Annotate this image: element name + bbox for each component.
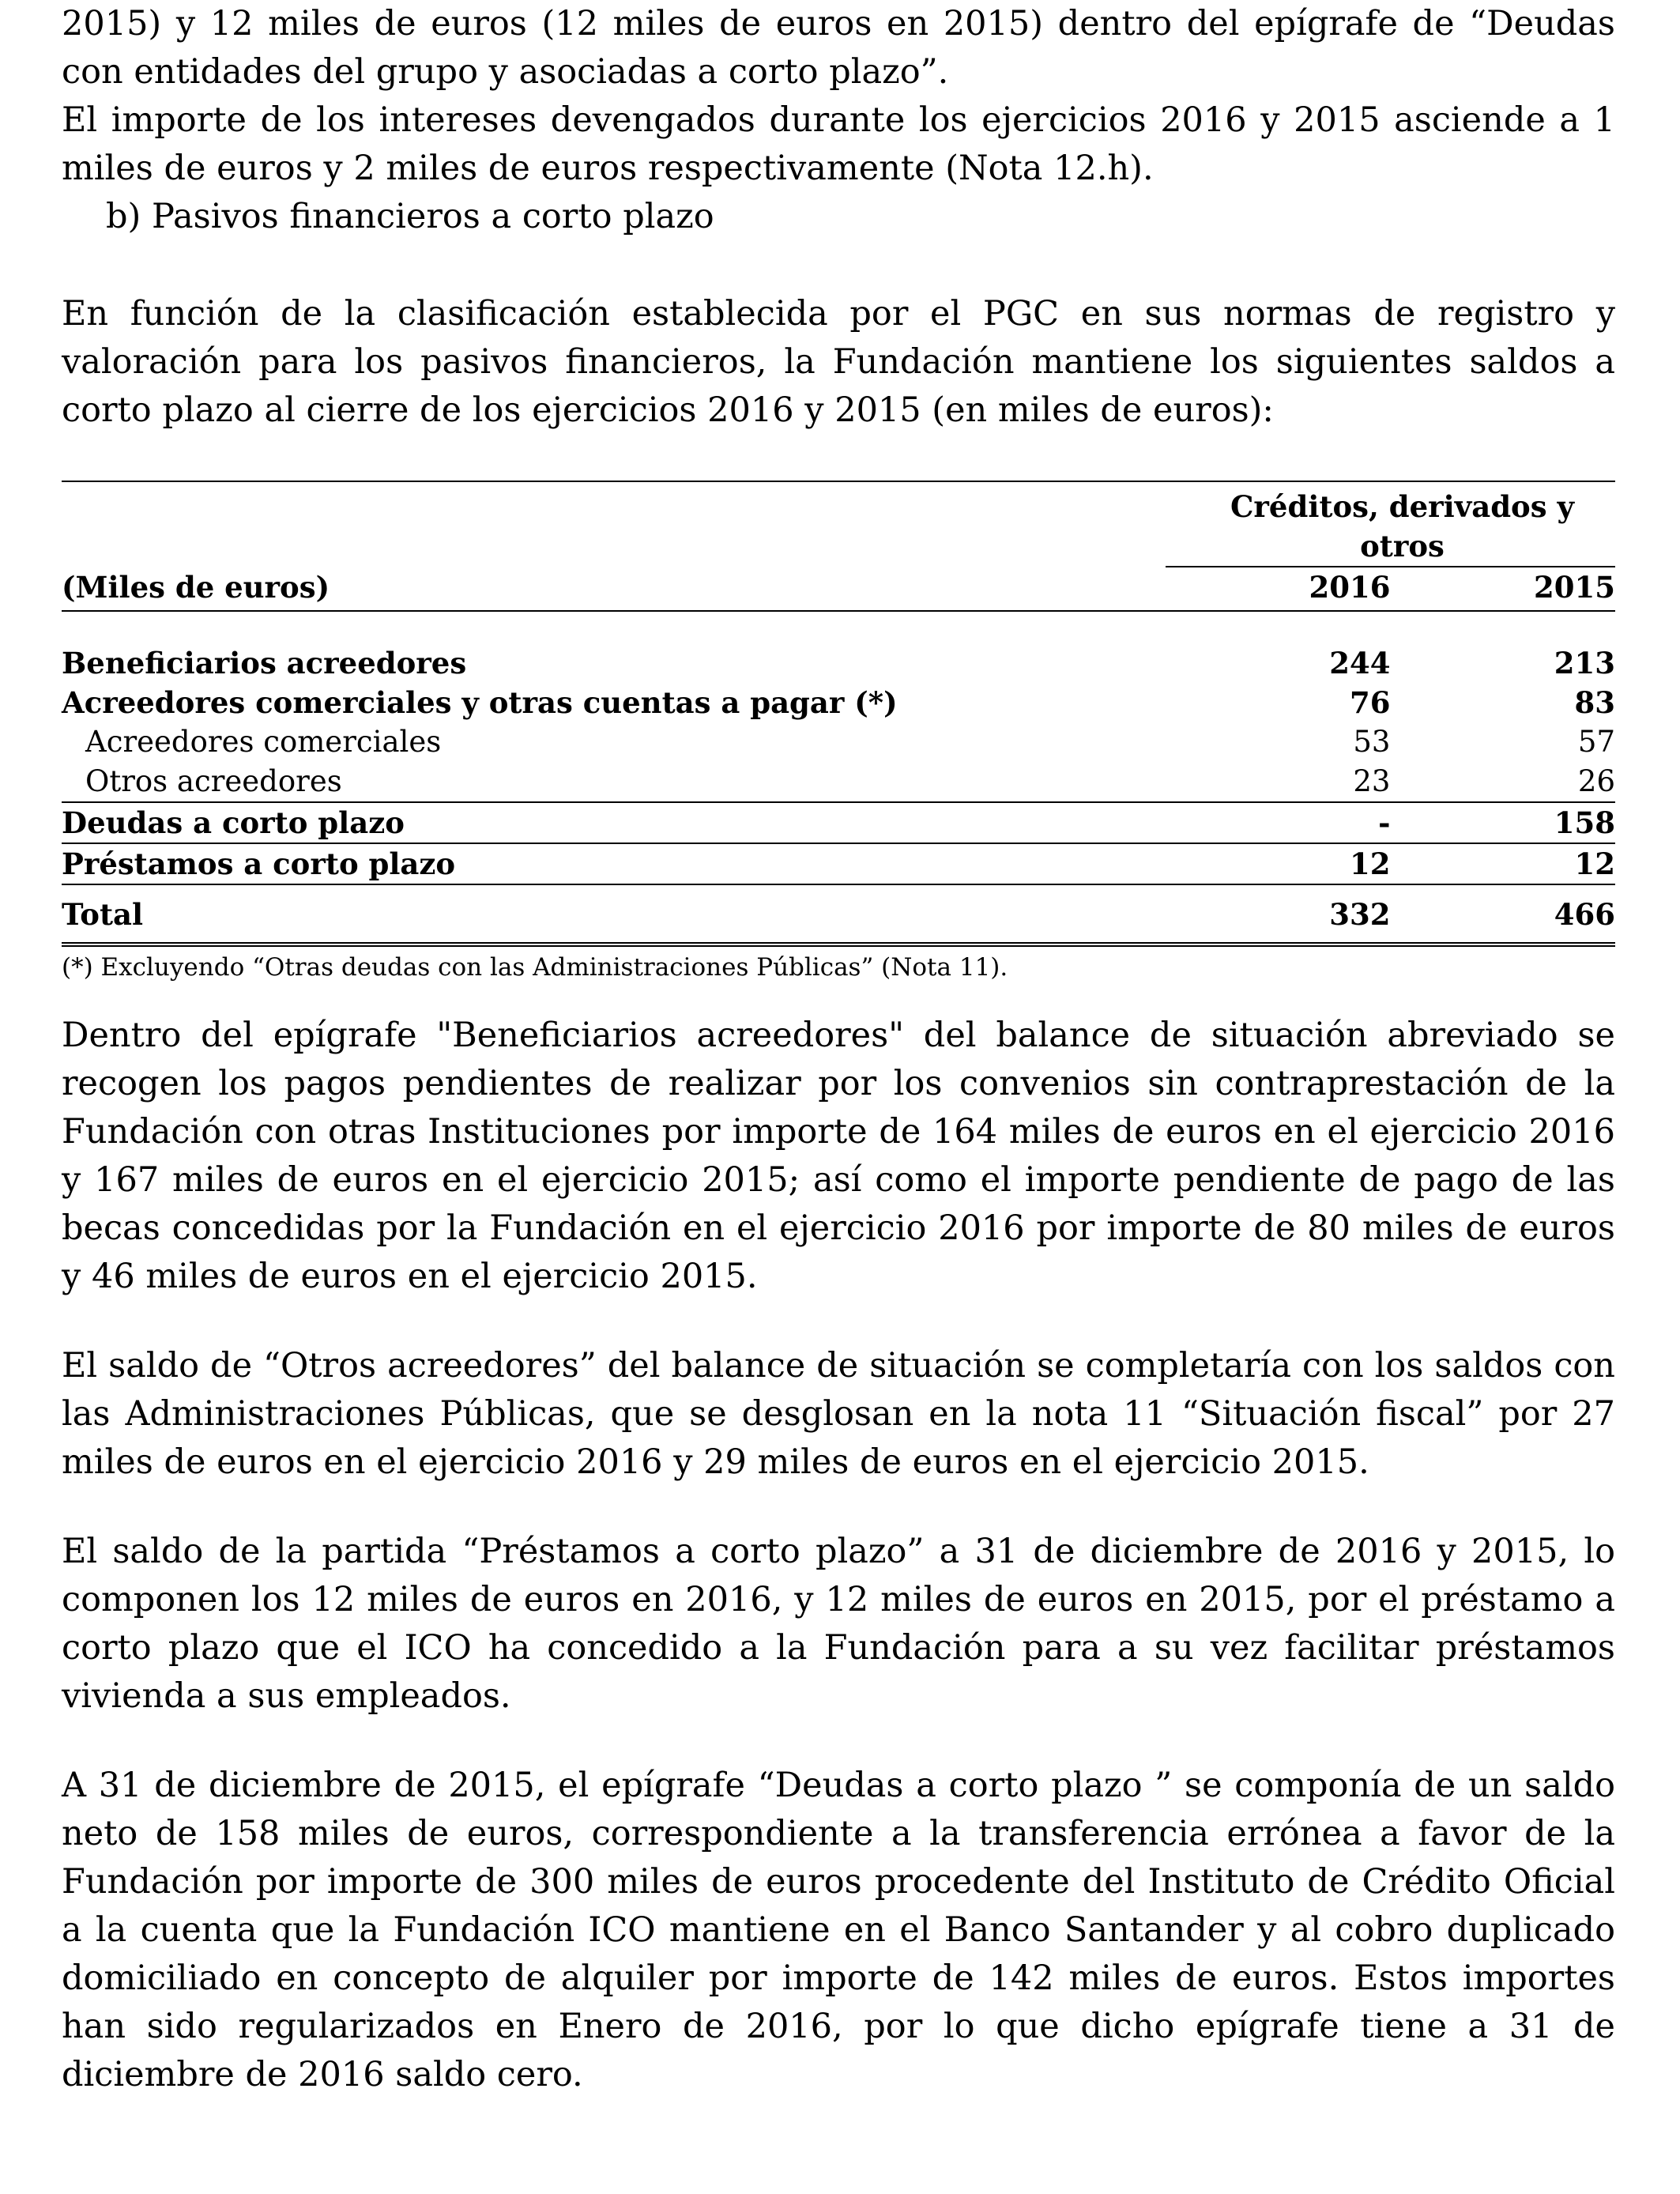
intro-paragraph-1: 2015) y 12 miles de euros (12 miles de euros en 2015) dentro del epígrafe de “Deudas con entidades del grupo y asociadas a corto plazo”.: [62, 4, 1615, 92]
body-paragraph: El saldo de “Otros acreedores” del balance de situación se completaría con los saldos con las Administraciones Públicas, que se desglosan en la nota 11 “Situación fiscal” por 27 miles de euros en el ejercicio 2016 y 29 miles de euros en el ejercicio 2015.: [62, 1346, 1615, 1482]
intro-paragraph-2: El importe de los intereses devengados durante los ejercicios 2016 y 2015 asciende a 1 miles de euros y 2 miles de euros respectivamente (Nota 12.h).: [62, 100, 1615, 188]
row-label: Otros acreedores: [62, 762, 1166, 802]
row-value-2015: 83: [1574, 685, 1615, 720]
section-heading: [62, 193, 1615, 241]
group-header: Créditos, derivados y otros: [1230, 489, 1574, 564]
row-label: Acreedores comerciales: [85, 725, 442, 759]
table-total-row: [62, 884, 1615, 944]
table-row: [62, 843, 1615, 884]
spacer: [62, 985, 1615, 1012]
financial-liabilities-table: [62, 481, 1615, 947]
row-value-2016: 76: [1349, 685, 1391, 720]
table-row: [62, 722, 1615, 762]
row-value-2015: 213: [1554, 646, 1615, 680]
year-2015-header: 2015: [1390, 567, 1615, 611]
row-label: Deudas a corto plazo: [62, 802, 1166, 843]
section-title: Pasivos financieros a corto plazo: [151, 197, 714, 236]
document-page: [62, 0, 1615, 2099]
row-label: Préstamos a corto plazo: [62, 846, 456, 881]
body-paragraph: A 31 de diciembre de 2015, el epígrafe “Deudas a corto plazo ” se componía de un saldo neto de 158 miles de euros, correspondiente a la transferencia errónea a favor de la Fundación por importe de 300 miles de euros procedente del Instituto de Crédito Oficial a la cuenta que la Fundación ICO mantiene en el Banco Santander y al cobro duplicado domiciliado en concepto de alquiler por importe de 142 miles de euros. Estos importes han sido regularizados en Enero de 2016, por lo que dicho epígrafe tiene a 31 de diciembre de 2016 saldo cero.: [62, 1766, 1615, 2094]
row-value-2015: 12: [1574, 846, 1615, 881]
total-label: Total: [62, 884, 1166, 944]
row-value-2015: 158: [1390, 802, 1615, 843]
row-value-2016: 23: [1166, 762, 1391, 802]
spacer: [62, 1487, 1615, 1528]
row-value-2016: -: [1166, 802, 1391, 843]
row-value-2015: 26: [1390, 762, 1615, 802]
total-value-2015: 466: [1390, 884, 1615, 944]
body-paragraph: El saldo de la partida “Préstamos a corto plazo” a 31 de diciembre de 2016 y 2015, lo componen los 12 miles de euros en 2016, y 12 miles de euros en 2015, por el préstamo a corto plazo que el ICO ha concedido a la Fundación para a su vez facilitar préstamos vivienda a sus empleados.: [62, 1532, 1615, 1716]
spacer: [62, 241, 1615, 290]
section-marker: b): [106, 197, 141, 236]
spacer: [62, 1301, 1615, 1342]
row-value-2016: 12: [1349, 846, 1391, 881]
table-row: [62, 802, 1615, 843]
row-value-2016: 244: [1329, 646, 1391, 680]
table-row: [62, 683, 1615, 722]
body-paragraph: Dentro del epígrafe "Beneficiarios acreedores" del balance de situación abreviado se recogen los pagos pendientes de realizar por los convenios sin contraprestación de la Fundación con otras Instituciones por importe de 164 miles de euros en el ejercicio 2016 y 167 miles de euros en el ejercicio 2015; así como el importe pendiente de pago de las becas concedidas por la Fundación en el ejercicio 2016 por importe de 80 miles de euros y 46 miles de euros en el ejercicio 2015.: [62, 1016, 1615, 1296]
table-row: [62, 762, 1615, 802]
spacer: [62, 1721, 1615, 1762]
table-intro-paragraph: En función de la clasificación establecida por el PGC en sus normas de registro y valoración para los pasivos financieros, la Fundación mantiene los siguientes saldos a corto plazo al cierre de los ejercicios 2016 y 2015 (en miles de euros):: [62, 294, 1615, 430]
row-label: Beneficiarios acreedores: [62, 646, 467, 680]
row-value-2015: 57: [1577, 725, 1615, 759]
row-value-2016: 53: [1353, 725, 1391, 759]
year-2016-header: 2016: [1166, 567, 1391, 611]
table-row: [62, 643, 1615, 683]
units-label: (Miles de euros): [62, 567, 1166, 611]
row-label: Acreedores comerciales y otras cuentas a pagar (*): [62, 685, 898, 720]
total-value-2016: 332: [1166, 884, 1391, 944]
table-footnote: (*) Excluyendo “Otras deudas con las Administraciones Públicas” (Nota 11).: [62, 953, 1008, 982]
